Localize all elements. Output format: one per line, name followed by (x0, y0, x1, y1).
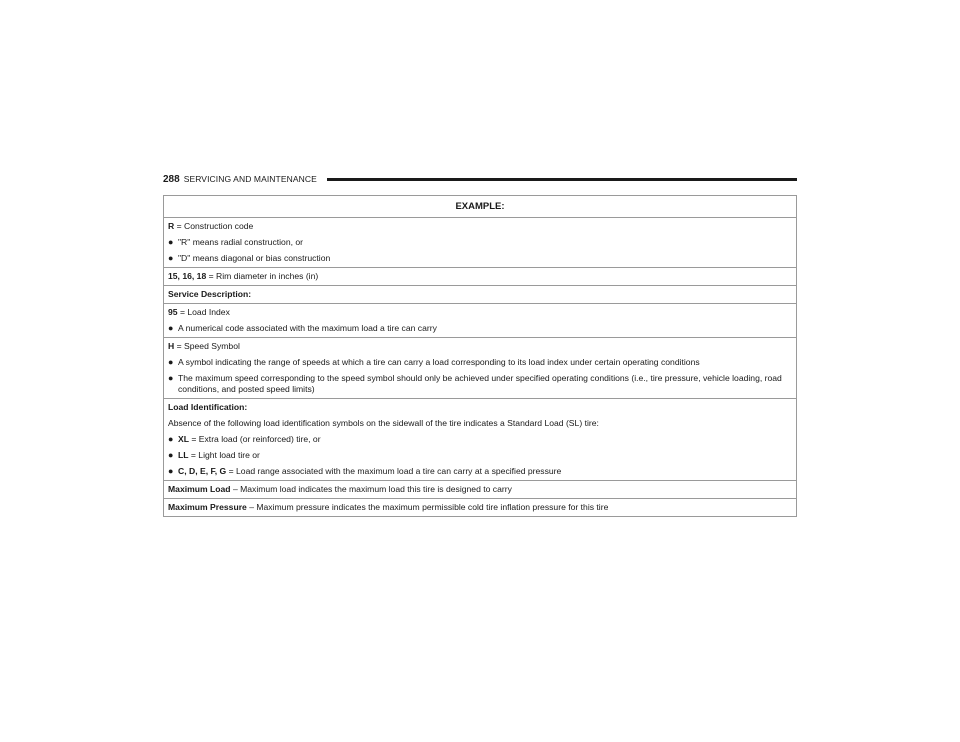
list-item: ● "D" means diagonal or bias construction (168, 253, 331, 263)
rim-desc: = Rim diameter in inches (in) (206, 271, 319, 281)
load-identification-text: Absence of the following load identification symbols on the sidewall of the tire indicates a Standard Load (SL) tire: (168, 418, 599, 428)
table-row-service-description (164, 286, 797, 304)
load-index-desc: = Load Index (177, 307, 230, 317)
table-row-maximum-load (164, 481, 797, 499)
rim-term: 15, 16, 18 (168, 271, 207, 281)
bullet-icon: ● (168, 253, 174, 263)
bullet-icon: ● (168, 357, 174, 367)
bullet-icon: ● (168, 466, 174, 476)
maximum-pressure-desc: – Maximum pressure indicates the maximum permissible cold tire inflation pressure for this tire (246, 502, 609, 512)
list-item: ● XL = Extra load (or reinforced) tire, or (168, 434, 321, 444)
table-row-rim (164, 268, 797, 286)
list-item: ● A numerical code associated with the maximum load a tire can carry (168, 323, 437, 333)
construction-term: R (168, 221, 175, 231)
maximum-pressure-term: Maximum Pressure (168, 502, 247, 512)
table-row-speed-symbol (164, 338, 797, 399)
maximum-load-term: Maximum Load (168, 484, 231, 494)
load-identification-label: Load Identification: (168, 402, 248, 412)
bullet-icon: ● (168, 373, 174, 383)
table-row-load-identification (164, 399, 797, 481)
list-item: ● "R" means radial construction, or (168, 237, 304, 247)
table-row-construction (164, 218, 797, 268)
bullet-icon: ● (168, 237, 174, 247)
speed-term: H (168, 341, 175, 351)
table-row-load-index (164, 304, 797, 338)
bullet-icon: ● (168, 434, 174, 444)
table-row-maximum-pressure (164, 499, 797, 517)
header-rule (327, 178, 797, 181)
tire-example-table (163, 195, 797, 517)
construction-desc: = Construction code (174, 221, 254, 231)
bullet-icon: ● (168, 323, 174, 333)
service-description-label: Service Description: (168, 289, 252, 299)
page-number: 288 (163, 173, 180, 185)
load-index-term: 95 (168, 307, 178, 317)
speed-desc: = Speed Symbol (174, 341, 240, 351)
list-item: ● C, D, E, F, G = Load range associated with the maximum load a tire can carry at a specified pressure (168, 466, 562, 476)
bullet-icon: ● (168, 450, 174, 460)
table-title: EXAMPLE: (164, 196, 797, 218)
section-title: SERVICING AND MAINTENANCE (183, 174, 317, 184)
list-item: ● The maximum speed corresponding to the speed symbol should only be achieved under specified operating conditions (i.e., tire pressure, vehicle loading, road conditions, and posted speed limits) (168, 373, 782, 394)
maximum-load-desc: – Maximum load indicates the maximum load this tire is designed to carry (230, 484, 512, 494)
list-item: ● A symbol indicating the range of speeds at which a tire can carry a load corresponding to its load index under certain operating conditions (168, 357, 700, 367)
table-title-row (164, 196, 797, 218)
page-header (163, 172, 797, 186)
list-item: ● LL = Light load tire or (168, 450, 260, 460)
